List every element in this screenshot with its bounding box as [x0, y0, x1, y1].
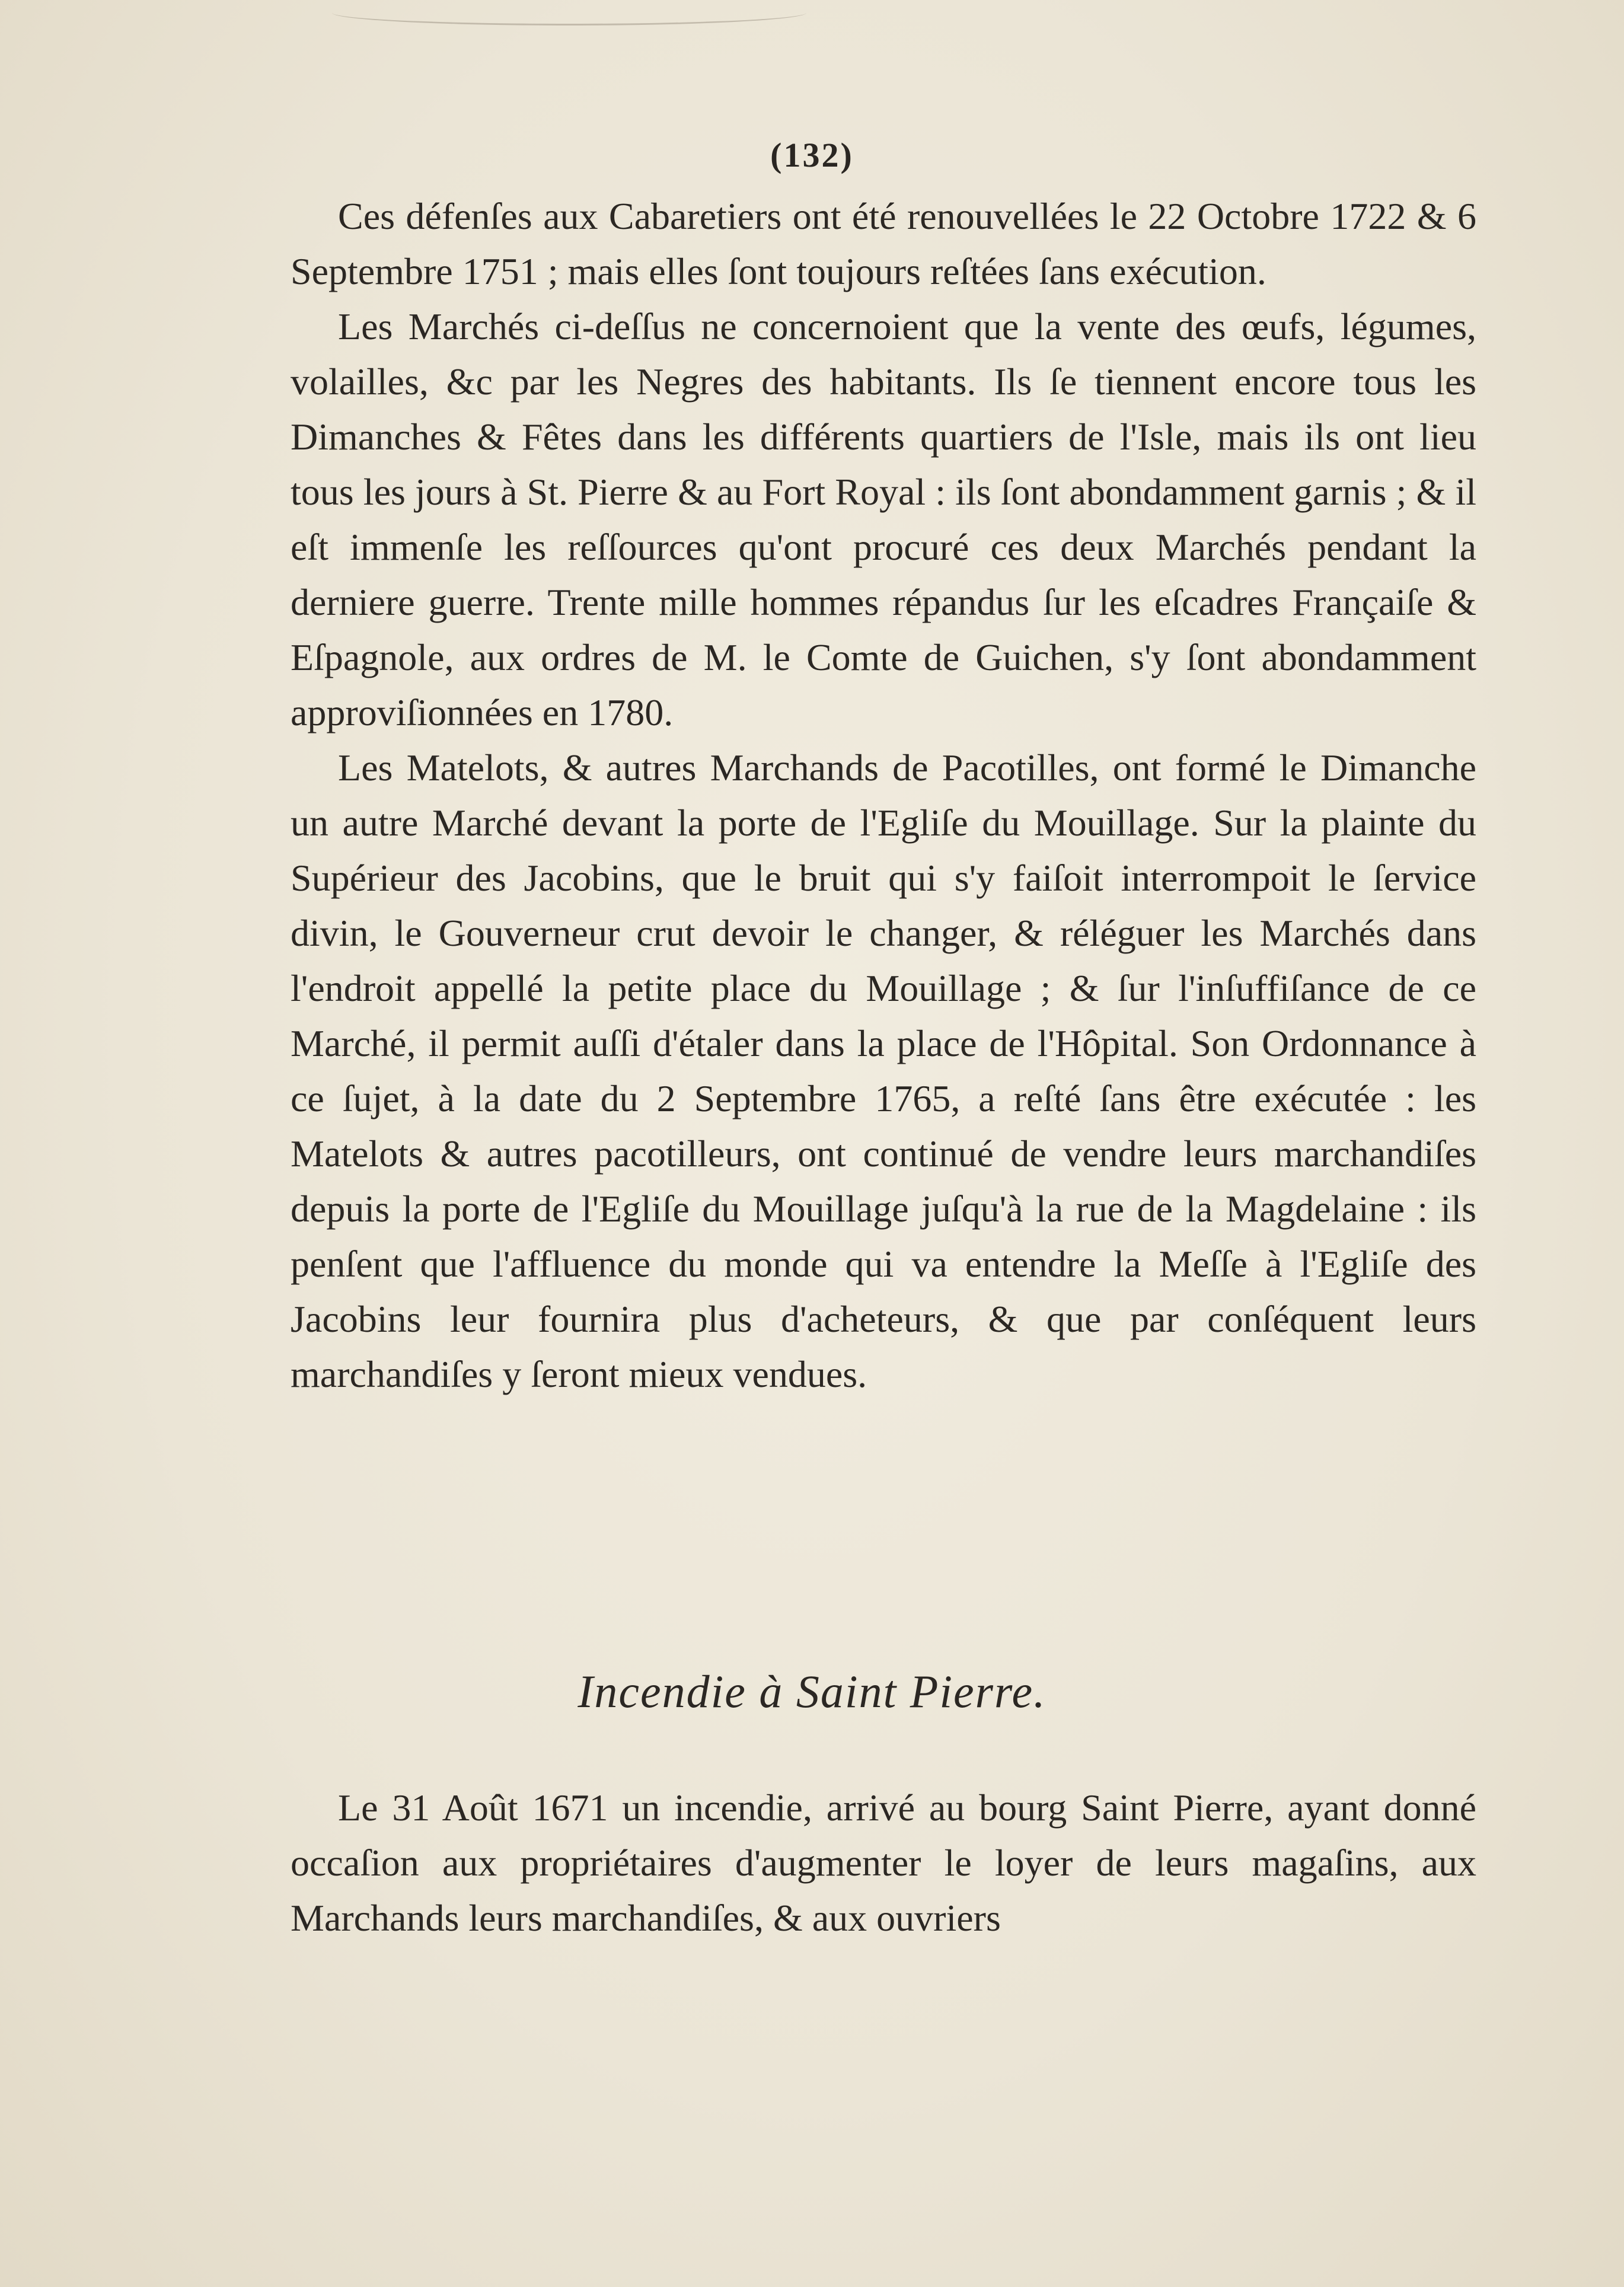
page-number: (132): [770, 136, 854, 174]
main-text: [291, 189, 1476, 1402]
paragraph-matelots: Les Matelots, & autres Marchands de Pacotilles, ont formé le Dimanche un autre Marché devant la porte de l'Egliſe du Mouillage. Sur la plainte du Supérieur des Jacobins, que le bruit qui s'y faiſoit interrompoit le ſervice divin, le Gouverneur crut devoir le changer, & réléguer les Marchés dans l'endroit appellé la petite place du Mouillage ; & ſur l'inſuffiſance de ce Marché, il permit auſſi d'étaler dans la place de l'Hôpital. Son Ordonnance à ce ſujet, à la date du 2 Septembre 1765, a reſté ſans être exécutée : les Matelots & autres pacotilleurs, ont continué de vendre leurs marchandiſes depuis la porte de l'Egliſe du Mouillage juſqu'à la rue de la Magdelaine : ils penſent que l'affluence du monde qui va entendre la Meſſe à l'Egliſe des Jacobins leur fournira plus d'acheteurs, & que par conſéquent leurs marchandiſes y ſeront mieux vendues.: [291, 747, 1476, 1395]
section-heading: Incendie à Saint Pierre.: [578, 1666, 1046, 1717]
paragraph-marches: Les Marchés ci-deſſus ne concernoient que la vente des œufs, légumes, volailles, &c par les Negres des habitants. Ils ſe tiennent encore tous les Dimanches & Fêtes dans les différents quartiers de l'Isle, mais ils ont lieu tous les jours à St. Pierre & au Fort Royal : ils ſont abondamment garnis ; & il eſt immenſe les reſſources qu'ont procuré ces deux Marchés pendant la derniere guerre. Trente mille hommes répandus ſur les eſcadres Françaiſe & Eſpagnole, aux ordres de M. le Comte de Guichen, s'y ſont abondamment approviſionnées en 1780.: [291, 305, 1476, 733]
paragraph-cabaretiers: Ces défenſes aux Cabaretiers ont été renouvellées le 22 Octobre 1722 & 6 Septembre 1751 ; mais elles ſont toujours reſtées ſans exécution.: [291, 195, 1476, 292]
page-edge-stain: [332, 0, 806, 25]
section-text: [291, 1780, 1476, 1945]
paragraph-incendie: Le 31 Août 1671 un incendie, arrivé au bourg Saint Pierre, ayant donné occaſion aux propriétaires d'augmenter le loyer de leurs magaſins, aux Marchands leurs marchandiſes, & aux ouvriers: [291, 1787, 1476, 1939]
